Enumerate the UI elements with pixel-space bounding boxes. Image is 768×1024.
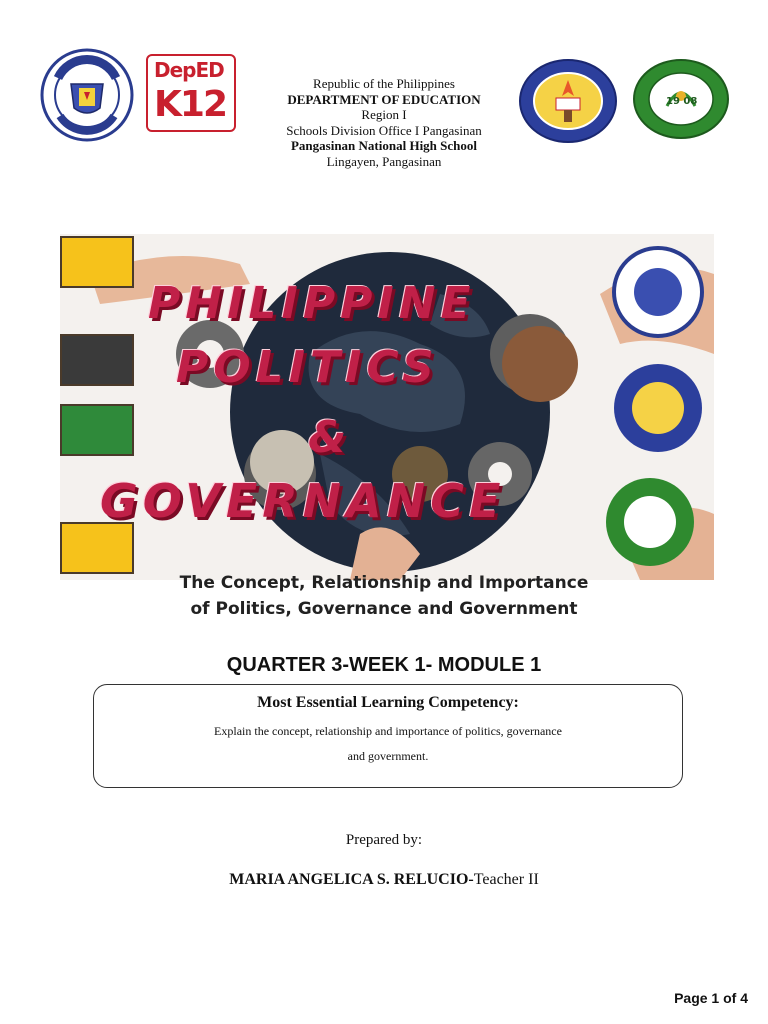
thumbnail-image-speaker [60,404,134,456]
deped-seal-logo [40,48,134,142]
author-role: Teacher II [473,871,539,888]
thumbnail-image-voting [60,522,134,574]
banner-title-ampersand: & [308,412,347,463]
header-region: Region I [361,107,407,122]
competency-text-line1: Explain the concept, relationship and importance of politics, governance [214,724,562,738]
subtitle-line1: The Concept, Relationship and Importance [179,573,589,593]
thumbnail-image-coins [60,334,134,386]
deped-brand-text: DepED [154,58,224,82]
thumbnail-image-reading [60,236,134,288]
header-republic: Republic of the Philippines [313,76,455,91]
header-division: Schools Division Office I Pangasinan [286,122,482,138]
k12-text: K12 [154,84,226,125]
header-department: DEPARTMENT OF EDUCATION [287,91,481,107]
document-header [250,76,518,169]
header-location: Lingayen, Pangasinan [326,153,442,169]
pnhs-logo [632,58,730,140]
author-line [0,871,768,889]
subtitle-line2: of Politics, Governance and Government [190,599,578,619]
header-school: Pangasinan National High School [290,138,478,153]
pnhs-year: 19 08 [666,96,698,107]
cover-banner [60,234,714,580]
deped-k12-logo [146,54,236,132]
sdo-pangasinan-logo [518,58,618,144]
banner-title-politics: POLITICS [176,342,439,393]
author-name: MARIA ANGELICA S. RELUCIO- [229,871,474,888]
banner-title-governance: GOVERNANCE [100,474,506,528]
prepared-by-label: Prepared by: [345,832,423,848]
banner-title-philippine: PHILIPPINE [148,278,476,329]
competency-title: Most Essential Learning Competency: [257,694,519,711]
page-number: Page 1 of 4 [674,990,748,1006]
competency-text-line2: and government. [347,749,429,763]
quarter-module-heading: QUARTER 3-WEEK 1- MODULE 1 [226,654,542,676]
